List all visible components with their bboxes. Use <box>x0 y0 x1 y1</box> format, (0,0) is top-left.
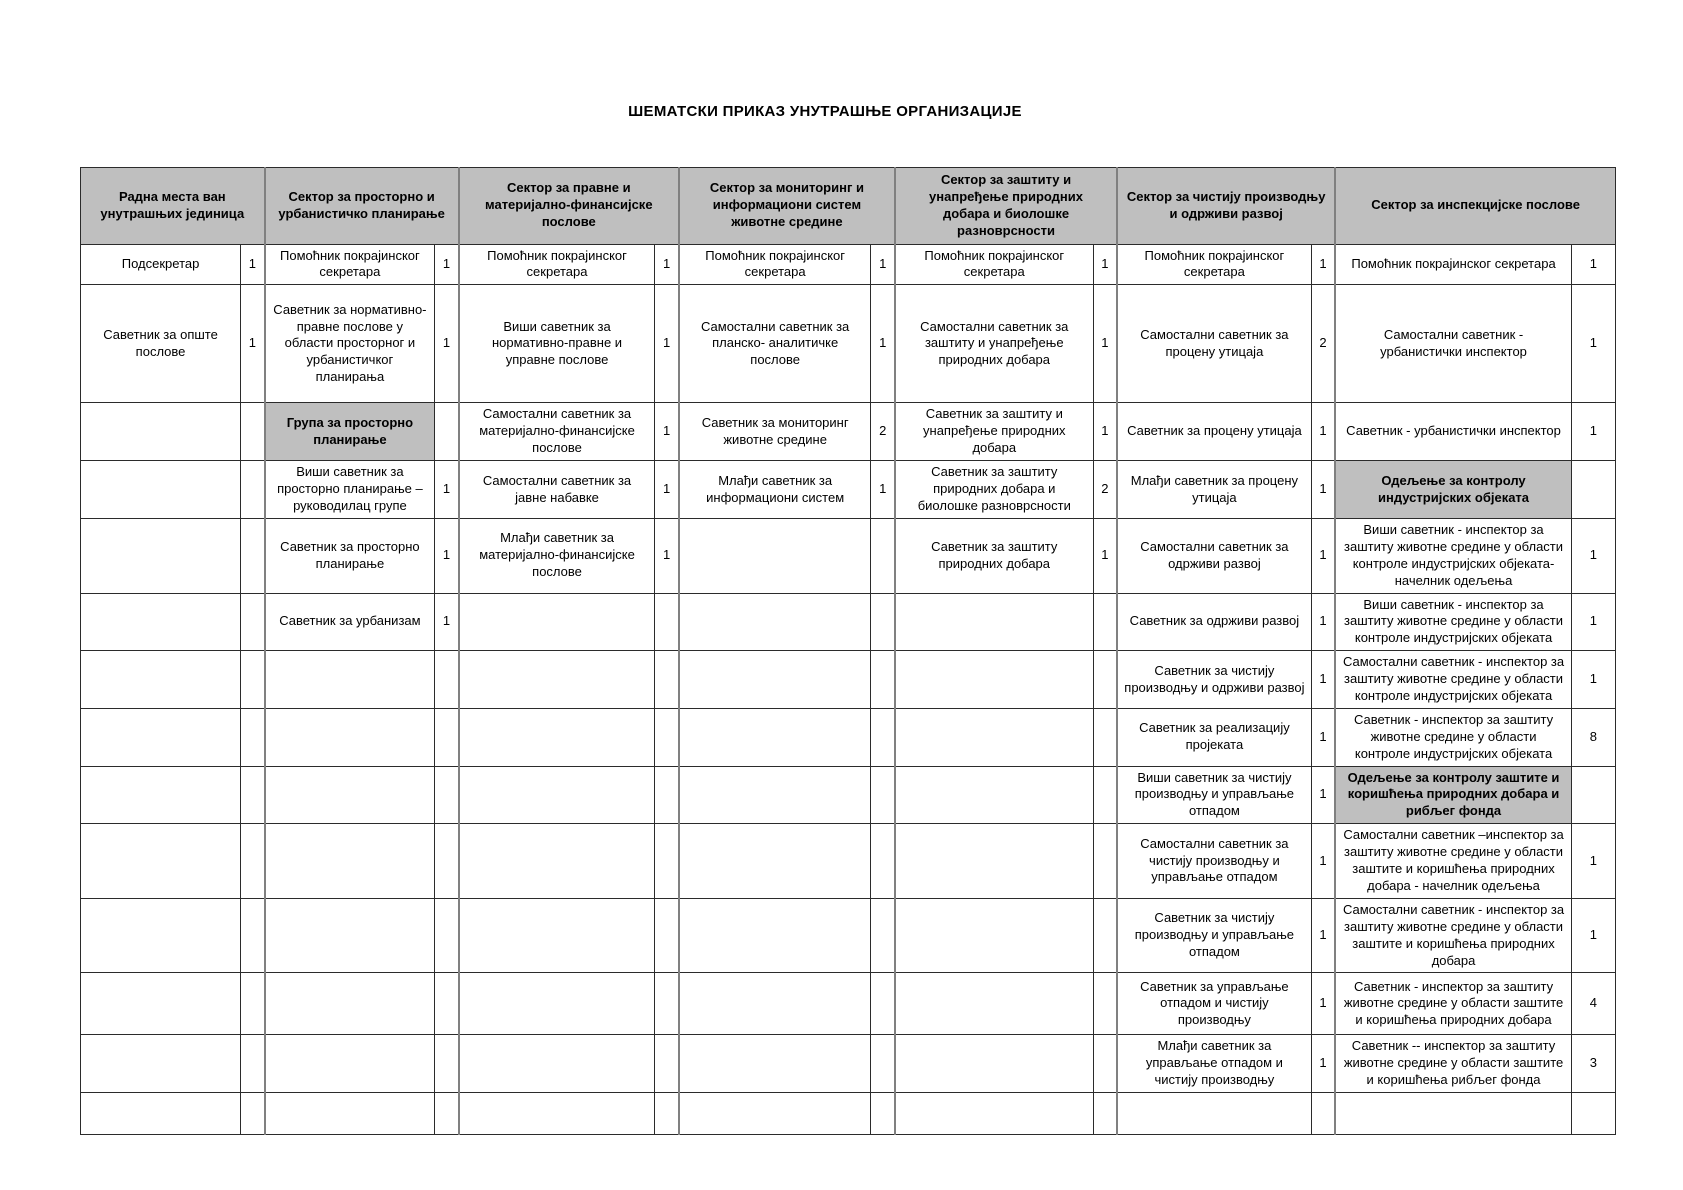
position-cell: Самостални саветник за заштиту и унапређење природних добара <box>895 285 1093 403</box>
table-row <box>81 1035 1616 1093</box>
count-cell: 1 <box>1311 973 1335 1035</box>
count-cell: 8 <box>1571 708 1615 766</box>
position-cell: Помоћник покрајинског секретара <box>459 244 655 285</box>
position-cell <box>81 461 241 519</box>
position-cell <box>895 593 1093 651</box>
position-cell <box>265 708 435 766</box>
position-cell <box>81 973 241 1035</box>
count-cell <box>241 824 265 899</box>
count-cell <box>241 593 265 651</box>
count-cell: 2 <box>1093 461 1117 519</box>
position-cell: Самостални саветник за јавне набавке <box>459 461 655 519</box>
count-cell: 1 <box>1093 244 1117 285</box>
count-cell: 1 <box>1311 519 1335 594</box>
position-cell <box>265 824 435 899</box>
count-cell <box>655 973 679 1035</box>
count-cell <box>655 651 679 709</box>
table-row <box>81 824 1616 899</box>
position-cell: Самостални саветник - урбанистички инспектор <box>1335 285 1571 403</box>
position-cell <box>265 1093 435 1135</box>
table-row <box>81 519 1616 594</box>
count-cell <box>241 898 265 973</box>
group-header-cell: Одељење за контролу заштите и коришћења природних добара и рибљег фонда <box>1335 766 1571 824</box>
position-cell: Самостални саветник –инспектор за заштиту животне средине у области заштите и коришћења природних добара - начелник одељења <box>1335 824 1571 899</box>
position-cell: Саветник за чистију производњу и одрживи развој <box>1117 651 1311 709</box>
position-cell: Виши саветник - инспектор за заштиту животне средине у области контроле индустријских објеката-начелник одељења <box>1335 519 1571 594</box>
position-cell <box>265 898 435 973</box>
position-cell <box>81 898 241 973</box>
position-cell: Саветник - урбанистички инспектор <box>1335 403 1571 461</box>
position-cell: Помоћник покрајинског секретара <box>1117 244 1311 285</box>
count-cell: 1 <box>1093 285 1117 403</box>
position-cell <box>895 651 1093 709</box>
count-cell: 1 <box>1571 824 1615 899</box>
count-cell <box>871 593 895 651</box>
position-cell <box>679 1093 871 1135</box>
count-cell: 1 <box>1093 403 1117 461</box>
group-header-cell: Група за просторно планирање <box>265 403 435 461</box>
count-cell <box>871 1035 895 1093</box>
count-cell <box>435 1093 459 1135</box>
count-cell <box>655 593 679 651</box>
count-cell <box>655 824 679 899</box>
count-cell <box>435 708 459 766</box>
count-cell: 1 <box>1571 519 1615 594</box>
count-cell: 1 <box>1311 403 1335 461</box>
count-cell: 1 <box>1311 593 1335 651</box>
count-cell: 1 <box>1311 244 1335 285</box>
position-cell: Млађи саветник за информациони систем <box>679 461 871 519</box>
position-cell: Саветник за урбанизам <box>265 593 435 651</box>
position-cell <box>81 1035 241 1093</box>
table-row <box>81 461 1616 519</box>
count-cell <box>1093 973 1117 1035</box>
count-cell <box>1571 1093 1615 1135</box>
count-cell <box>241 1093 265 1135</box>
position-cell <box>895 973 1093 1035</box>
count-cell: 1 <box>241 285 265 403</box>
position-cell <box>459 824 655 899</box>
count-cell: 1 <box>655 244 679 285</box>
count-cell <box>435 403 459 461</box>
count-cell <box>1571 461 1615 519</box>
position-cell: Саветник за одрживи развој <box>1117 593 1311 651</box>
count-cell <box>1093 898 1117 973</box>
count-cell <box>871 766 895 824</box>
count-cell <box>241 403 265 461</box>
sector-header: Сектор за правне и материјално-финансијске послове <box>459 168 679 245</box>
position-cell <box>1117 1093 1311 1135</box>
count-cell <box>435 898 459 973</box>
count-cell: 1 <box>1311 708 1335 766</box>
count-cell <box>435 1035 459 1093</box>
count-cell: 1 <box>871 461 895 519</box>
position-cell <box>459 651 655 709</box>
table-row <box>81 285 1616 403</box>
count-cell <box>241 708 265 766</box>
count-cell <box>655 766 679 824</box>
count-cell: 4 <box>1571 973 1615 1035</box>
position-cell <box>81 403 241 461</box>
count-cell: 1 <box>435 244 459 285</box>
position-cell <box>679 973 871 1035</box>
count-cell <box>1093 1093 1117 1135</box>
count-cell: 1 <box>1311 824 1335 899</box>
count-cell: 1 <box>655 519 679 594</box>
position-cell: Помоћник покрајинског секретара <box>895 244 1093 285</box>
position-cell: Саветник за заштиту и унапређење природних добара <box>895 403 1093 461</box>
position-cell <box>679 519 871 594</box>
table-row <box>81 244 1616 285</box>
position-cell: Самостални саветник - инспектор за заштиту животне средине у области заштите и коришћења природних добара <box>1335 898 1571 973</box>
position-cell <box>81 708 241 766</box>
count-cell <box>871 824 895 899</box>
count-cell: 1 <box>1311 898 1335 973</box>
position-cell <box>81 519 241 594</box>
position-cell <box>895 898 1093 973</box>
position-cell: Саветник за процену утицаја <box>1117 403 1311 461</box>
count-cell <box>241 766 265 824</box>
position-cell <box>679 766 871 824</box>
table-row <box>81 898 1616 973</box>
position-cell <box>81 651 241 709</box>
count-cell <box>1093 766 1117 824</box>
position-cell: Саветник за опште послове <box>81 285 241 403</box>
count-cell <box>435 824 459 899</box>
position-cell <box>895 1093 1093 1135</box>
position-cell: Самостални саветник за одрживи развој <box>1117 519 1311 594</box>
position-cell: Саветник за просторно планирање <box>265 519 435 594</box>
position-cell <box>679 824 871 899</box>
table-row <box>81 1093 1616 1135</box>
position-cell: Саветник за заштиту природних добара <box>895 519 1093 594</box>
count-cell: 1 <box>241 244 265 285</box>
position-cell: Виши саветник за нормативно-правне и управне послове <box>459 285 655 403</box>
position-cell <box>895 824 1093 899</box>
count-cell: 1 <box>871 244 895 285</box>
group-header-cell: Одељење за контролу индустријских објеката <box>1335 461 1571 519</box>
count-cell: 1 <box>1311 766 1335 824</box>
count-cell <box>871 1093 895 1135</box>
count-cell: 1 <box>1571 244 1615 285</box>
count-cell <box>655 898 679 973</box>
position-cell <box>459 898 655 973</box>
count-cell: 1 <box>1571 285 1615 403</box>
table-row <box>81 973 1616 1035</box>
position-cell: Млађи саветник за процену утицаја <box>1117 461 1311 519</box>
table-row <box>81 766 1616 824</box>
table-row <box>81 708 1616 766</box>
org-table <box>80 167 1616 1135</box>
count-cell <box>241 1035 265 1093</box>
position-cell <box>81 1093 241 1135</box>
count-cell <box>1093 651 1117 709</box>
count-cell <box>655 1035 679 1093</box>
count-cell: 1 <box>1311 1035 1335 1093</box>
count-cell: 1 <box>655 285 679 403</box>
position-cell: Саветник - инспектор за заштиту животне средине у области заштите и коришћења природних добара <box>1335 973 1571 1035</box>
count-cell: 2 <box>1311 285 1335 403</box>
count-cell <box>435 651 459 709</box>
count-cell <box>241 461 265 519</box>
count-cell <box>871 651 895 709</box>
count-cell: 1 <box>435 519 459 594</box>
position-cell <box>459 708 655 766</box>
count-cell <box>1093 1035 1117 1093</box>
position-cell <box>265 973 435 1035</box>
count-cell <box>241 651 265 709</box>
table-row <box>81 403 1616 461</box>
position-cell <box>265 766 435 824</box>
count-cell <box>1311 1093 1335 1135</box>
count-cell: 1 <box>1571 651 1615 709</box>
count-cell: 1 <box>1571 593 1615 651</box>
position-cell <box>265 651 435 709</box>
count-cell <box>241 973 265 1035</box>
position-cell: Млађи саветник за управљање отпадом и чистију производњу <box>1117 1035 1311 1093</box>
position-cell: Самостални саветник за чистију производњу и управљање отпадом <box>1117 824 1311 899</box>
position-cell <box>679 1035 871 1093</box>
count-cell: 1 <box>1311 461 1335 519</box>
count-cell <box>1093 708 1117 766</box>
sector-header: Сектор за чистију производњу и одрживи развој <box>1117 168 1335 245</box>
position-cell: Виши саветник за чистију производњу и управљање отпадом <box>1117 766 1311 824</box>
position-cell <box>895 766 1093 824</box>
position-cell <box>679 898 871 973</box>
position-cell <box>459 1035 655 1093</box>
position-cell: Саветник за управљање отпадом и чистију производњу <box>1117 973 1311 1035</box>
table-row <box>81 651 1616 709</box>
position-cell: Саветник за мониторинг животне средине <box>679 403 871 461</box>
org-table-body <box>81 244 1616 1135</box>
position-cell: Саветник за заштиту природних добара и биолошке разноврсности <box>895 461 1093 519</box>
position-cell: Саветник за чистију производњу и управљање отпадом <box>1117 898 1311 973</box>
sector-header: Сектор за инспекцијске послове <box>1335 168 1615 245</box>
count-cell <box>871 708 895 766</box>
count-cell <box>1093 593 1117 651</box>
count-cell <box>1093 824 1117 899</box>
position-cell: Самостални саветник - инспектор за заштиту животне средине у области контроле индустријских објеката <box>1335 651 1571 709</box>
page-title: ШЕМАТСКИ ПРИКАЗ УНУТРАШЊЕ ОРГАНИЗАЦИЈЕ <box>628 103 1022 120</box>
sector-header: Сектор за мониторинг и информациони систем животне средине <box>679 168 895 245</box>
count-cell <box>871 898 895 973</box>
count-cell <box>655 1093 679 1135</box>
position-cell: Саветник за нормативно- правне послове у области просторног и урбанистичког планирања <box>265 285 435 403</box>
count-cell <box>435 973 459 1035</box>
count-cell: 1 <box>1571 898 1615 973</box>
position-cell <box>895 1035 1093 1093</box>
position-cell: Самостални саветник за процену утицаја <box>1117 285 1311 403</box>
count-cell <box>1571 766 1615 824</box>
position-cell <box>81 766 241 824</box>
sector-header: Сектор за просторно и урбанистичко планирање <box>265 168 459 245</box>
org-table-head <box>81 168 1616 245</box>
position-cell: Виши саветник за просторно планирање – руководилац групе <box>265 461 435 519</box>
count-cell: 1 <box>435 461 459 519</box>
position-cell: Подсекретар <box>81 244 241 285</box>
position-cell <box>459 766 655 824</box>
position-cell: Самостални саветник за материјално-финансијске послове <box>459 403 655 461</box>
count-cell: 1 <box>435 593 459 651</box>
position-cell <box>895 708 1093 766</box>
position-cell: Виши саветник - инспектор за заштиту животне средине у области контроле индустријских објеката <box>1335 593 1571 651</box>
position-cell <box>459 1093 655 1135</box>
sector-header: Сектор за заштиту и унапређење природних добара и биолошке разноврсности <box>895 168 1117 245</box>
count-cell <box>655 708 679 766</box>
count-cell <box>871 519 895 594</box>
position-cell <box>459 593 655 651</box>
position-cell <box>1335 1093 1571 1135</box>
count-cell <box>241 519 265 594</box>
count-cell: 1 <box>1311 651 1335 709</box>
position-cell <box>265 1035 435 1093</box>
count-cell: 2 <box>871 403 895 461</box>
table-row <box>81 593 1616 651</box>
position-cell: Самостални саветник за планско- аналитичке послове <box>679 285 871 403</box>
position-cell: Саветник -- инспектор за заштиту животне средине у области заштите и коришћења рибљег фонда <box>1335 1035 1571 1093</box>
count-cell: 3 <box>1571 1035 1615 1093</box>
position-cell: Помоћник покрајинског секретара <box>1335 244 1571 285</box>
count-cell <box>871 973 895 1035</box>
count-cell: 1 <box>435 285 459 403</box>
count-cell: 1 <box>655 461 679 519</box>
position-cell <box>81 593 241 651</box>
position-cell <box>679 651 871 709</box>
sector-header: Радна места ван унутрашњих јединица <box>81 168 265 245</box>
count-cell <box>435 766 459 824</box>
position-cell: Помоћник покрајинског секретара <box>679 244 871 285</box>
position-cell: Млађи саветник за материјално-финансијске послове <box>459 519 655 594</box>
position-cell <box>459 973 655 1035</box>
count-cell: 1 <box>1571 403 1615 461</box>
position-cell <box>679 593 871 651</box>
count-cell: 1 <box>655 403 679 461</box>
position-cell: Саветник - инспектор за заштиту животне средине у области контроле индустријских објеката <box>1335 708 1571 766</box>
position-cell: Помоћник покрајинског секретара <box>265 244 435 285</box>
position-cell <box>81 824 241 899</box>
position-cell <box>679 708 871 766</box>
position-cell: Саветник за реализацију пројеката <box>1117 708 1311 766</box>
count-cell: 1 <box>871 285 895 403</box>
count-cell: 1 <box>1093 519 1117 594</box>
